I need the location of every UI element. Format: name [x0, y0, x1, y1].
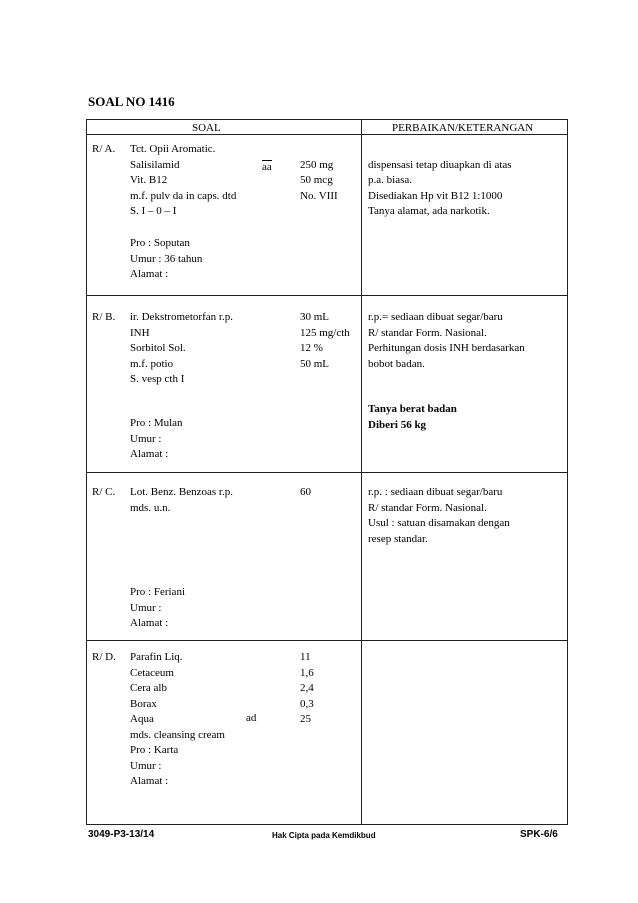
row-a-items [130, 142, 236, 220]
column-divider [361, 119, 362, 825]
note-line: r.p. : sediaan dibuat segar/baru [368, 486, 503, 498]
patient-age: Umur : [130, 601, 162, 614]
note-line: bobot badan. [368, 357, 425, 370]
list-item: Cera alb [130, 682, 167, 695]
header-soal: SOAL [192, 122, 221, 134]
list-item: Borax [130, 697, 157, 710]
amount: 25 [300, 713, 311, 726]
amount: 2,4 [300, 682, 314, 695]
patient-age: Umur : [130, 432, 162, 445]
list-item: INH [130, 326, 150, 339]
note-line: Disediakan Hp vit B12 1:1000 [368, 189, 503, 202]
patient-address: Alamat : [130, 448, 169, 461]
amount: 0,3 [300, 697, 314, 710]
row-c-amounts [300, 485, 311, 501]
footer-copyright: Hak Cipta pada Kemdikbud [272, 831, 376, 840]
row-divider-b [86, 472, 568, 473]
list-item: Sorbitol Sol. [130, 342, 186, 355]
note-line: Perhitungan dosis INH berdasarkan [368, 342, 525, 355]
ad-marker: ad [246, 712, 257, 725]
list-item: m.f. pulv da in caps. dtd [130, 189, 237, 202]
patient-age: Umur : 36 tahun [130, 252, 203, 265]
row-b-items [130, 310, 233, 388]
note-line: dispensasi tetap diuapkan di atas [368, 158, 512, 171]
list-item: Aqua [130, 713, 154, 726]
note-line-bold: Tanya berat badan [368, 403, 457, 415]
patient-address: Alamat : [130, 268, 169, 281]
list-item: mds. u.n. [130, 501, 171, 514]
list-item: Tct. Opii Aromatic. [130, 143, 216, 155]
amount: 30 mL [300, 311, 330, 323]
amount: 125 mg/cth [300, 326, 350, 339]
aa-marker: aa [262, 161, 272, 173]
row-d-patient [130, 743, 178, 790]
page-title: SOAL NO 1416 [88, 94, 175, 109]
amount: 11 [300, 651, 311, 663]
note-line: resep standar. [368, 532, 428, 545]
row-a-notes [368, 158, 512, 220]
row-label-c: R/ C. [92, 486, 116, 498]
patient-name: Pro : Karta [130, 744, 179, 756]
table-header-divider [86, 134, 568, 135]
amount: 12 % [300, 342, 323, 355]
amount: 50 mL [300, 357, 330, 370]
patient-age: Umur : [130, 759, 162, 772]
patient-address: Alamat : [130, 775, 169, 788]
header-perbaikan: PERBAIKAN/KETERANGAN [392, 122, 534, 134]
amount: 1,6 [300, 666, 314, 679]
list-item: Cetaceum [130, 666, 174, 679]
row-b-notes [368, 310, 525, 372]
note-line: R/ standar Form. Nasional. [368, 326, 487, 339]
row-b-notes-bold [368, 402, 457, 433]
amount: No. VIII [300, 189, 338, 202]
row-c-items [130, 485, 233, 516]
row-d-items [130, 650, 225, 744]
row-label-d: R/ D. [92, 651, 116, 663]
row-b-patient [130, 416, 183, 463]
row-c-patient [130, 585, 185, 632]
patient-name: Pro : Feriani [130, 586, 185, 598]
note-line: Tanya alamat, ada narkotik. [368, 205, 490, 218]
list-item: Vit. B12 [130, 174, 168, 187]
row-a-patient [130, 236, 202, 283]
note-line: R/ standar Form. Nasional. [368, 501, 487, 514]
list-item: mds. cleansing cream [130, 728, 225, 741]
row-c-notes [368, 485, 510, 547]
patient-address: Alamat : [130, 617, 169, 630]
amount: 50 mcg [300, 174, 333, 187]
row-d-amounts [300, 650, 314, 728]
note-line-bold: Diberi 56 kg [368, 418, 427, 431]
list-item: S. vesp cth I [130, 373, 185, 386]
list-item: Parafin Liq. [130, 651, 183, 663]
note-line: p.a. biasa. [368, 174, 412, 187]
amount: 60 [300, 486, 311, 498]
row-label-a: R/ A. [92, 143, 116, 155]
patient-name: Pro : Soputan [130, 237, 190, 249]
footer-page-code: SPK-6/6 [520, 829, 558, 840]
amount: 250 mg [300, 158, 334, 171]
patient-name: Pro : Mulan [130, 417, 183, 429]
list-item: ir. Dekstrometorfan r.p. [130, 311, 233, 323]
note-line: Usul : satuan disamakan dengan [368, 517, 510, 530]
row-divider-c [86, 640, 568, 641]
row-label-b: R/ B. [92, 311, 116, 323]
list-item: S. I – 0 – I [130, 205, 177, 218]
note-line: r.p.= sediaan dibuat segar/baru [368, 311, 503, 323]
list-item: Lot. Benz. Benzoas r.p. [130, 486, 233, 498]
list-item: m.f. potio [130, 357, 174, 370]
footer-doc-code: 3049-P3-13/14 [88, 829, 155, 840]
list-item: Salisilamid [130, 158, 180, 171]
row-b-amounts [300, 310, 350, 372]
row-divider-a [86, 295, 568, 296]
row-a-amounts [300, 158, 338, 205]
